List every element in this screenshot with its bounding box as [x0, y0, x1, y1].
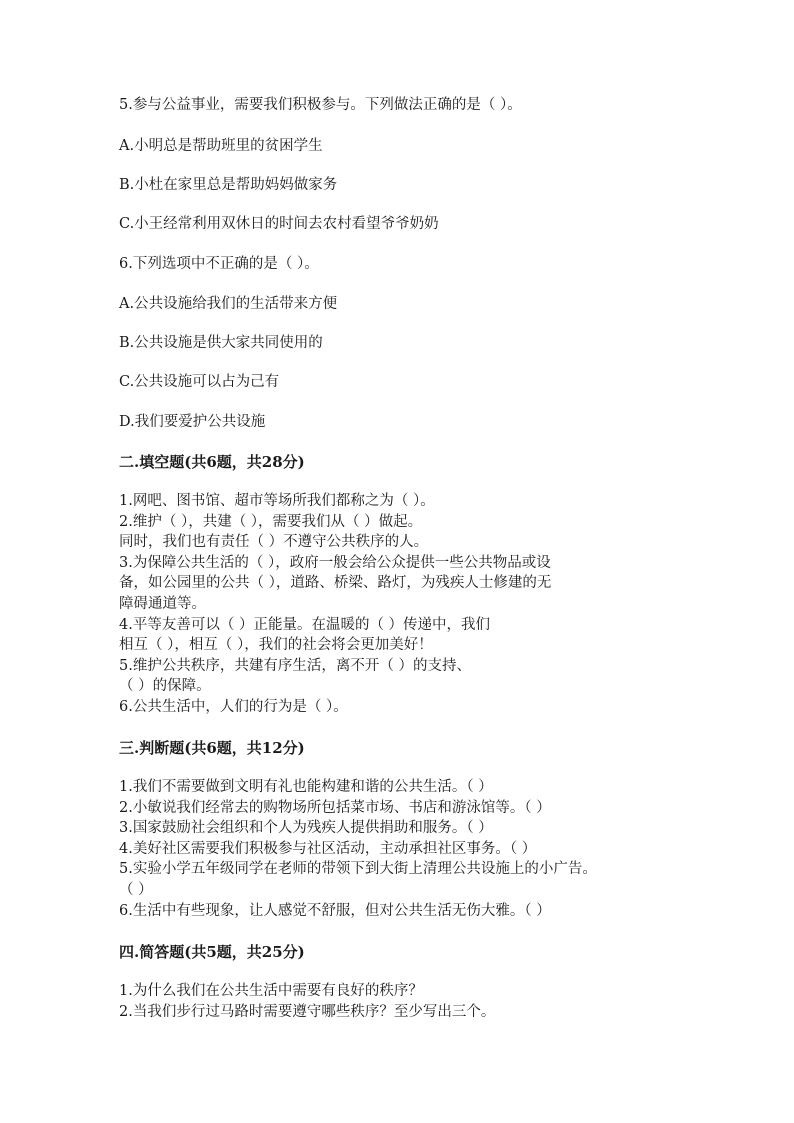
- question-6-option-c: C.公共设施可以占为己有: [119, 374, 280, 390]
- fill-line: 相互（ ），相互（ ），我们的社会将会更加美好！: [119, 637, 433, 654]
- fill-line: 6.公共生活中，人们的行为是（ ）。: [119, 698, 348, 715]
- judge-line: 6.生活中有些现象，让人感觉不舒服，但对公共生活无伤大雅。（ ）: [119, 902, 551, 919]
- section-short-body: [119, 981, 495, 1022]
- judge-line: 5.实验小学五年级同学在老师的带领下到大街上清理公共设施上的小广告。: [119, 861, 597, 878]
- judge-line: （ ）: [119, 881, 153, 898]
- judge-line: 4.美好社区需要我们积极参与社区活动，主动承担社区事务。（ ）: [119, 840, 537, 857]
- question-6-stem: 6.下列选项中不正确的是（ ）。: [119, 256, 319, 272]
- question-5-option-b: B.小杜在家里总是帮助妈妈做家务: [119, 177, 338, 193]
- fill-line: 5.维护公共秩序，共建有序生活，离不开（ ）的支持、: [119, 657, 471, 674]
- fill-line: 同时，我们也有责任（ ）不遵守公共秩序的人。: [119, 534, 429, 551]
- fill-line: 4.平等友善可以（ ）正能量。在温暖的（ ）传递中，我们: [119, 616, 491, 633]
- question-5-option-a: A.小明总是帮助班里的贫困学生: [119, 138, 323, 154]
- question-6-option-d: D.我们要爱护公共设施: [119, 414, 266, 430]
- fill-line: 1.网吧、图书馆、超市等场所我们都称之为（ ）。: [119, 493, 435, 509]
- fill-line: 备，如公园里的公共（ ），道路、桥梁、路灯，为残疾人士修建的无: [119, 575, 552, 592]
- fill-line: 障碍通道等。: [119, 595, 206, 612]
- short-line: 1.为什么我们在公共生活中需要有良好的秩序？: [119, 983, 423, 999]
- section-judge-heading: 三.判断题(共6题，共12分): [119, 739, 305, 757]
- fill-line: 3.为保障公共生活的（ ），政府一般会给公众提供一些公共物品或设: [119, 554, 551, 571]
- fill-line: （ ）的保障。: [119, 678, 211, 695]
- short-line: 2.当我们步行过马路时需要遵守哪些秩序？至少写出三个。: [119, 1003, 496, 1020]
- judge-line: 2.小敏说我们经常去的购物场所包括菜市场、书店和游泳馆等。（ ）: [119, 799, 551, 816]
- judge-line: 3.国家鼓励社会组织和个人为残疾人提供捐助和服务。（ ）: [119, 820, 493, 837]
- judge-line: 1.我们不需要做到文明有礼也能构建和谐的公共生活。（ ）: [119, 779, 493, 795]
- question-5-option-c: C.小王经常利用双休日的时间去农村看望爷爷奶奶: [119, 216, 439, 232]
- section-judge-body: [119, 777, 597, 921]
- question-6-option-a: A.公共设施给我们的生活带来方便: [119, 296, 338, 312]
- section-short-heading: 四.简答题(共5题，共25分): [119, 943, 305, 961]
- section-fill-heading: 二.填空题(共6题，共28分): [119, 453, 305, 471]
- fill-line: 2.维护（ ），共建（ ），需要我们从（ ）做起。: [119, 513, 423, 530]
- question-5-stem: 5.参与公益事业，需要我们积极参与。下列做法正确的是（ ）。: [119, 97, 522, 113]
- section-fill-body: [119, 491, 551, 718]
- question-6-option-b: B.公共设施是供大家共同使用的: [119, 335, 323, 351]
